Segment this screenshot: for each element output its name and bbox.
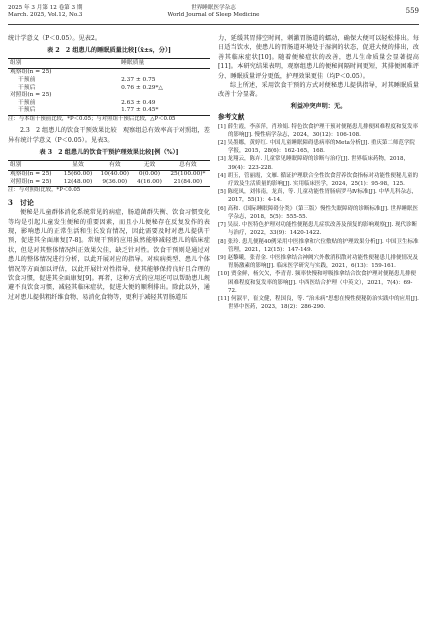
table3-header: 总有效 — [166, 160, 210, 171]
table-cell: 干预后 — [18, 84, 36, 91]
reference-item: [9] 赵黎曦，张青金. 中医推拿结合神阙穴外敷消积散对功能性便秘患儿排便情况及胃肠激素的影响[J]. 临床医学研究与实践，2021，6(13)：159-161. — [218, 254, 419, 270]
running-header — [8, 4, 419, 25]
table-cell: 1.77 ± 0.45* — [119, 107, 210, 115]
discussion-continued: 力，延缓其胃排空时间，刺激胃肠道的蠕动，确保大便可以轻松排出。每日适当饮水，使患儿的胃肠道环境处于湿润的状态，促进大便的排出，改善其临床症状[10]。随着便秘症状的改善，患儿生命质量会显著提高[11]。本研究结果表明，观察组患儿的便秘间隔时间更短，其排便困难评分、睡眠质量评分更低，护理效果更佳（均P＜0.05）。 — [218, 35, 419, 80]
table-cell: 4(16.00) — [133, 179, 166, 187]
table-cell: 观察组(n = 25) — [10, 69, 52, 76]
reference-item: [8] 张玲. 患儿便秘40例采用中医推拿和穴位敷贴的护理效果分析[J]. 中国卫生标准管理，2021，12(15)：147-149. — [218, 238, 419, 253]
table-cell: 10(40.00) — [100, 171, 129, 178]
table-cell — [119, 92, 210, 100]
table-cell: 干预前 — [18, 99, 36, 106]
table2-header-group: 组别 — [8, 58, 119, 69]
table-row — [8, 92, 210, 100]
journal-en: World Journal of Sleep Medicine — [167, 12, 260, 18]
table-cell: 12(48.00) — [60, 179, 97, 187]
table3-header: 组别 — [8, 160, 60, 171]
issue-cn: 2025 年 3 月第 12 卷第 3 期 — [8, 5, 83, 11]
table-cell — [119, 69, 210, 77]
table-cell: 25(100.00)* — [170, 171, 206, 178]
table-cell: 2.63 ± 0.49 — [121, 99, 156, 106]
table-cell: 对照组(n = 25) — [10, 92, 52, 99]
table-row — [8, 77, 210, 85]
intro-text: 统计学意义（P＜0.05）。见表2。 — [8, 35, 102, 42]
table2-header-value: 睡眠质量 — [119, 58, 210, 69]
reference-list — [218, 123, 419, 312]
table-cell: 对照组(n = 25) — [8, 179, 60, 187]
references-heading: 参考文献 — [218, 113, 245, 122]
reference-item: [3] 龙翔云，陈卉. 儿童常见睡眠障碍的诊断与治疗[J]. 世界临床药物，2018，39(4)：223-228. — [218, 156, 410, 171]
table-cell: 0(0.00) — [138, 171, 160, 178]
right-column — [218, 34, 419, 311]
table-cell: 21(84.00) — [166, 179, 210, 187]
reference-item: [1] 薛生霞，李彦萍，肖珍娟. 特色饮食护理干预对便秘患儿排便困难程度和复发率的影响[J]. 慢性病学杂志，2024，30(12)：106-108. — [218, 123, 419, 138]
section-2-3: 2.3 2 组患儿的饮食干预效果比较 观察组总有效率高于对照组，差异有统计学意义（P＜0.05）。见表3。 — [8, 127, 210, 144]
reference-item: [6] 高和.《国际睡眠障碍分类》（第三版）慢性失眠障碍的诊断标准[J]. 世界睡眠医学杂志，2018，5(5)：555-55. — [218, 205, 419, 220]
table3 — [8, 160, 210, 188]
table2-caption: 表 2 2 组患儿的睡眠质量比较[（x̄±s，分）] — [47, 47, 171, 55]
journal-cn: 世界睡眠医学杂志 — [191, 5, 236, 11]
table3-note: 注：与对照组比较，*P＜0.05 — [8, 187, 81, 194]
left-column — [8, 34, 210, 302]
conflict-statement: 利益冲突声明：无。 — [290, 102, 347, 110]
discussion-text: 便秘是儿童群体消化系统常见的病症，肠道菌群失衡、饮食习惯变化等均是引起儿童发生便秘的重要因素，而且小儿便秘存在反复发作的表现，影响患儿的正常生活和生长发育情况，因此需要及时对患儿提供干预，促进其全面康复[7-8]。常规干预的应用虽然能够减轻患儿的临床症状，但是对其整体情况纠正效果欠佳，缺乏针对性。饮食干预则是通过对患儿的整体情况进行分析，以此开展对应的指导。对疾病类型、患儿个体情况等方面加以评估，以此开展针对性指导，使其能够保持良好且合理的饮食习惯，促进其全面康复[9]。再者，这种方式的应用还可以帮助患儿规避不良饮食习惯，减轻其临床症状，促进大便的顺利排出。除此以外，通过对患儿提供粗纤维食物、易消化食物等，更利于减轻其胃肠道压 — [8, 209, 210, 301]
table-row — [8, 171, 210, 179]
table-cell: 2.37 ± 0.75 — [121, 77, 156, 83]
table3-header: 无效 — [133, 160, 166, 171]
table-row — [8, 69, 210, 77]
section-3-heading: 3 讨论 — [8, 197, 34, 207]
reference-item: [10] 贾金鲜，杨欠欠，李青青. 频率快慢和呼吸推拿结合饮食护理对便秘患儿排便困难程度和复发率的影响[J]. 中西医结合护理（中英文），2021，7(4)：69-72. — [218, 271, 417, 294]
table3-header: 显效 — [60, 160, 97, 171]
journal-name — [8, 5, 419, 19]
table-row — [8, 107, 210, 115]
table-row — [8, 179, 210, 187]
table-row — [8, 100, 210, 108]
table-cell: 干预前 — [18, 77, 36, 83]
table-cell: 干预后 — [8, 107, 119, 115]
table3-header: 有效 — [96, 160, 133, 171]
issue-en: March. 2025, Vol.12, No.3 — [8, 12, 83, 18]
table-cell: 9(36.00) — [96, 179, 133, 187]
table3-caption: 表 3 2 组患儿的饮食干预护理效果比较[例（%）] — [39, 149, 179, 157]
table2 — [8, 58, 210, 116]
reference-item: [2] 吴墨娜，黄婷红. 中国儿童睡眠障碍患病率的Meta分析[J]. 重庆第二师范学院学报，2015，28(6)：162-165，168. — [218, 140, 415, 155]
reference-item: [5] 陈庭凤，刘伟南，龙真，等. 儿童功能性胃肠病罗马Ⅳ标准[J]. 中华儿科杂志，2017，55(1)：4-14. — [218, 189, 418, 204]
table2-note: 注：与本组干预前比较，*P＜0.05；与对照组干预后比较，△P＜0.05 — [8, 115, 176, 122]
reference-item: [4] 胡玉，管丽霞，文雁. 循证护理联合全性饮食营养饮食指标对功能性便秘儿童的疗效及生活质量的影响[J]. 实用临床医学，2024，25(1)：95-98，125. — [218, 172, 419, 188]
reference-item: [7] 吴辰. 中医特色护理对功能性便秘患儿症状改善及预复的影响观察[J]. 现代诊断与治疗，2022，33(9)：1420-1422. — [218, 222, 418, 237]
page-number: 559 — [405, 7, 419, 15]
table-cell: 0.76 ± 0.29*△ — [121, 84, 163, 91]
conclusion-text: 综上所述，采用饮食干预的方式对便秘患儿提供指导，对其睡眠质量改善十分显著。 — [218, 82, 419, 99]
table-cell: 15(60.00) — [63, 171, 93, 178]
reference-item: [11] 何淑平，崔文健，程国良，等. “治未病”思想在慢性便秘防治实践中的应用[J]. 世界中医药，2023，18(2)：286-290. — [218, 295, 419, 311]
table-cell: 观察组(n = 25) — [10, 171, 52, 178]
